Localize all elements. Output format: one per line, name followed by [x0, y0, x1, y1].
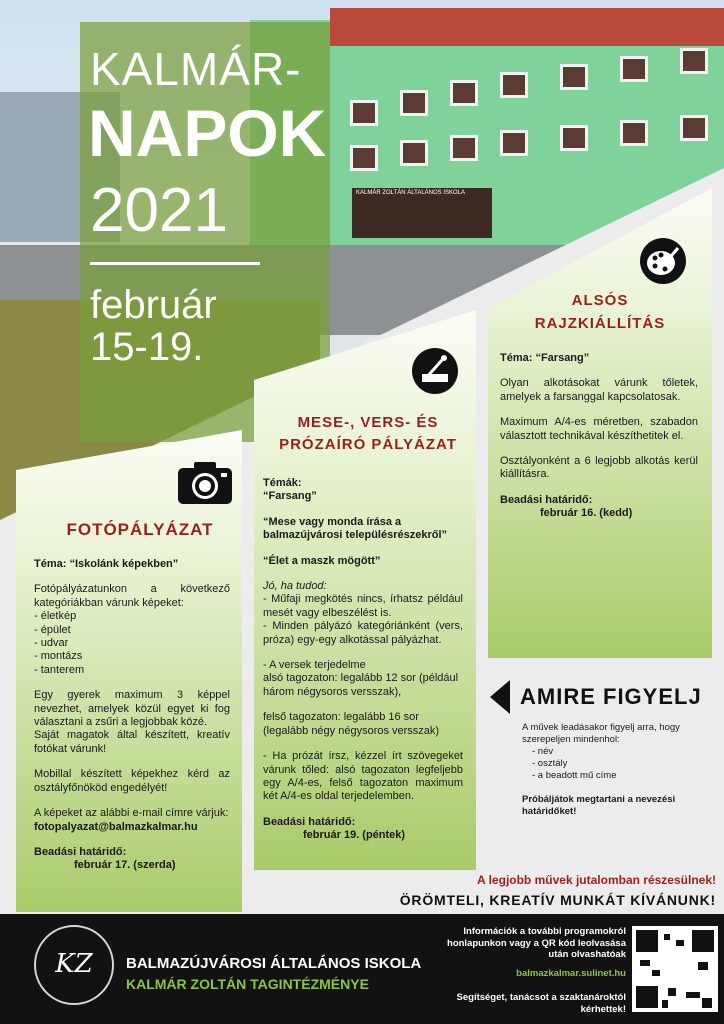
rajz-rule: Osztályonként a 6 legjobb alkotás kerül kiállításra.: [500, 455, 698, 481]
rajz-title-1: ALSÓS: [571, 292, 629, 309]
foto-title: FOTÓPÁLYÁZAT: [66, 520, 214, 539]
mese-prose: - Ha prózát írsz, kézzel írt szövegeket várunk tőled: alsó tagozaton legfeljebb egy A/4-es, felső tagozaton maximum két A/4-es oldal terjedelemben.: [263, 750, 463, 803]
footer-help: Segítséget, tanácsot a szaktanároktól kérhettek!: [456, 992, 626, 1015]
rajz-deadline: február 16. (kedd): [540, 507, 633, 520]
camera-icon: [178, 462, 232, 504]
foto-text: [34, 558, 230, 873]
figyelj-item: - név: [532, 746, 554, 757]
entrance-sign: KALMÁR ZOLTÁN ÁLTALÁNOS ISKOLA: [356, 190, 466, 196]
rajz-deadline-label: Beadási határidő:: [500, 493, 593, 506]
title-line-2: NAPOK: [88, 96, 327, 170]
mese-title-1: MESE-, VERS- ÉS: [297, 414, 439, 431]
title-year: 2021: [90, 176, 228, 245]
mese-title-2: PRÓZAÍRÓ PÁLYÁZAT: [279, 436, 457, 453]
prize-note: A legjobb művek jutalomban részesülnek!: [477, 873, 716, 887]
foto-intro: Fotópályázatunkon a következő kategóriákban várunk képeket:: [34, 583, 230, 609]
event-month: február: [90, 283, 217, 327]
mese-themes-label: Témák:: [263, 477, 302, 489]
foto-rule-2: Saját magatok által készített, kreatív fotókat várunk!: [34, 729, 230, 755]
figyelj-item: - a beadott mű címe: [532, 770, 617, 781]
rajz-theme: Téma: “Farsang”: [500, 352, 590, 364]
rajz-text: [500, 352, 698, 521]
mese-deadline: február 19. (péntek): [303, 829, 406, 842]
mese-theme: “Farsang”: [263, 490, 317, 503]
figyelj-intro: A művek leadásakor figyelj arra, hogy szerepeljen mindenhol:: [522, 722, 680, 745]
mese-tip: - Műfaji megkötés nincs, írhatsz például mesét vagy elbeszélést is.: [263, 593, 463, 619]
title-divider: [90, 262, 260, 265]
foto-category: - tanterem: [34, 663, 85, 676]
foto-rule-3: Mobillal készített képekhez kérd az osztályfőnököd engedélyét!: [34, 768, 230, 794]
mese-verse: alsó tagozaton: legalább 12 sor (például három négysoros versszak),: [263, 672, 459, 698]
mese-verse: felső tagozaton: legalább 16 sor (legalább négy négysoros versszak): [263, 711, 440, 737]
palette-icon: [640, 238, 686, 284]
foto-deadline: február 17. (szerda): [74, 859, 176, 872]
rajz-title-2: RAJZKIÁLLÍTÁS: [534, 315, 666, 332]
mese-deadline-label: Beadási határidő:: [263, 815, 356, 828]
website-link[interactable]: balmazkalmar.sulinet.hu: [516, 968, 626, 979]
mese-theme: “Mese vagy monda írása a balmazújvárosi településrészekről”: [263, 515, 448, 542]
foto-theme: Téma: “Iskolánk képekben”: [34, 558, 179, 570]
figyelj-text: [522, 722, 712, 818]
foto-rule-1: Egy gyerek maximum 3 képpel nevezhet, amelyek közül egyet ki fog választani a zsűri a legjobbak közé.: [34, 689, 230, 729]
rajz-rule: Maximum A/4-es méretben, szabadon választott technikával készíthetitek el.: [500, 416, 698, 442]
foto-email[interactable]: fotopalyazat@balmazkalmar.hu: [34, 820, 198, 833]
foto-email-intro: A képeket az alábbi e-mail címre várjuk:: [34, 807, 229, 820]
foto-category: - montázs: [34, 650, 83, 663]
school-logo: [34, 925, 114, 1005]
mese-tip-label: Jó, ha tudod:: [263, 580, 327, 593]
event-days: 15-19.: [90, 325, 204, 369]
figyelj-note: Próbáljátok megtartani a nevezési határidőket!: [522, 794, 676, 817]
rajz-rule: Olyan alkotásokat várunk tőletek, amelyek a farsanggal kapcsolatosak.: [500, 377, 698, 403]
foto-category: - épület: [34, 623, 71, 636]
figyelj-item: - osztály: [532, 758, 568, 769]
title-line-1: KALMÁR-: [90, 43, 302, 95]
footer-info: Információk a további programokról honlapunkon vagy a QR kód leolvasása után olvashatóak: [447, 926, 626, 960]
school-name: BALMAZÚJVÁROSI ÁLTALÁNOS ISKOLA: [126, 955, 422, 972]
writing-hand-icon: [412, 348, 458, 394]
closing-wish: ÖRÖMTELI, KREATÍV MUNKÁT KÍVÁNUNK!: [399, 892, 716, 908]
mese-text: [263, 477, 463, 843]
figyelj-title: AMIRE FIGYELJ: [520, 684, 702, 709]
mese-tip: - Minden pályázó kategóriánként (vers, próza) egy-egy alkotással pályázhat.: [263, 620, 463, 646]
school-subname: KALMÁR ZOLTÁN TAGINTÉZMÉNYE: [126, 976, 369, 992]
foto-category: - udvar: [34, 637, 69, 650]
mese-theme: “Élet a maszk mögött”: [263, 554, 381, 567]
qr-code[interactable]: [632, 926, 718, 1012]
logo-monogram: KZ: [55, 949, 93, 979]
mese-verse: - A versek terjedelme: [263, 659, 366, 672]
foto-deadline-label: Beadási határidő:: [34, 845, 127, 858]
foto-category: - életkép: [34, 610, 77, 623]
